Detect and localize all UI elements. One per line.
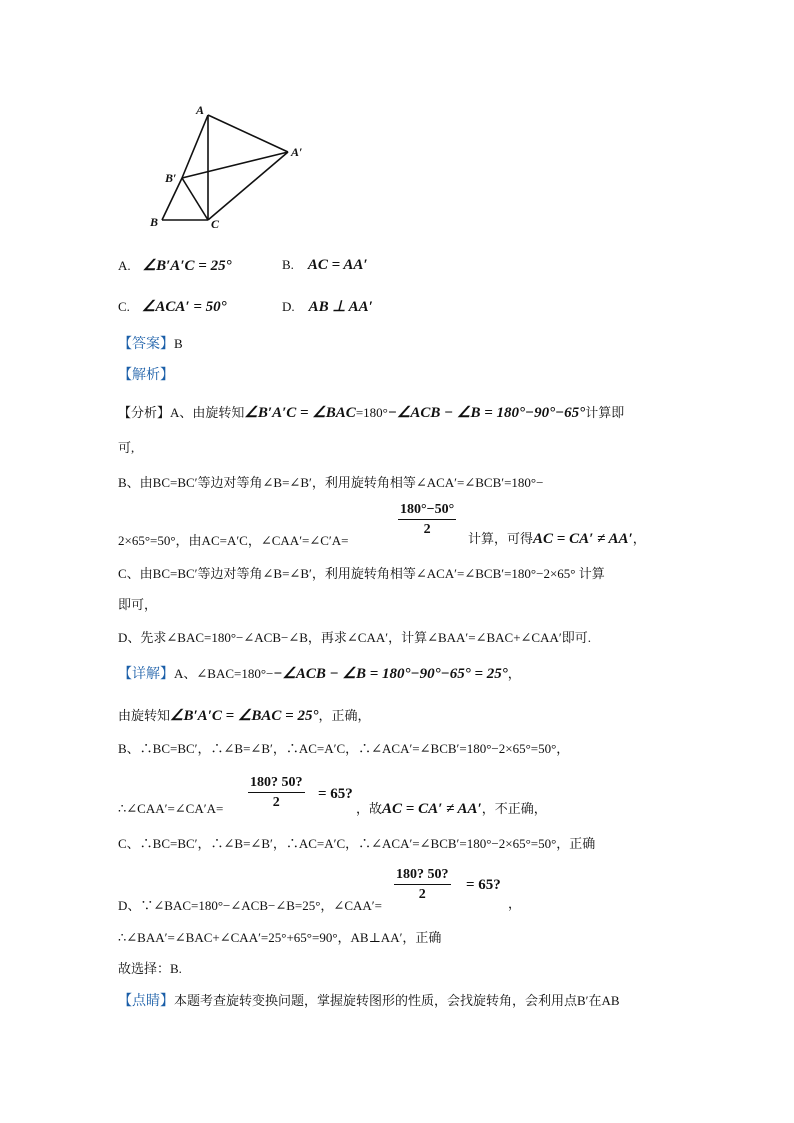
xj-fraction-b (248, 775, 305, 811)
fenxi-fraction (398, 502, 456, 538)
xj-l4-b: ，故 (356, 801, 383, 816)
fenxi-l1-math1: ∠B′A′C = ∠BAC (244, 405, 356, 421)
xj-l4-c: ，不正确， (481, 801, 547, 816)
xiangjie-line-3: B、∴BC=BC′，∴∠B=∠B′，∴AC=A′C，∴∠ACA′=∠BCB′=180°−2×65°=50°， (118, 741, 570, 756)
option-a-math: ∠B′A′C = 25° (142, 258, 232, 274)
option-d-math: AB ⊥ AA′ (308, 299, 373, 315)
fenxi-l4-b: 计算，可得 (468, 531, 534, 546)
xj-l2-math: ∠B′A′C = ∠BAC = 25° (170, 708, 319, 724)
xiangjie-line-6a: D、∵∠BAC=180°−∠ACB−∠B=25°，∠CAA′= (118, 898, 382, 913)
xj-fracb-result: = 65? (318, 786, 353, 802)
xiangjie-line-8: 故选择：B. (118, 961, 182, 976)
fenxi-line-2: 可, (118, 440, 135, 455)
xiangjie-line-2 (118, 705, 371, 725)
fenxi-line-4a: 2×65°=50°，由AC=A′C，∠CAA′=∠C′A= (118, 533, 349, 548)
option-b (282, 256, 368, 274)
xiangjie-line-1 (118, 663, 521, 683)
fenxi-l1-math2: −∠ACB − ∠B = 180°−90°−65° (387, 405, 586, 421)
option-c-math: ∠ACA′ = 50° (141, 299, 227, 315)
option-d (282, 297, 373, 316)
option-c (118, 297, 227, 316)
label-a-prime: A′ (291, 145, 303, 159)
fenxi-line-1 (118, 402, 624, 422)
xj-l4-math: AC = CA′ ≠ AA′ (382, 801, 482, 817)
label-a: A (196, 103, 205, 117)
fenxi-l1-c: 计算即 (585, 405, 625, 420)
fenxi-line-4b (468, 528, 646, 548)
xj-l1-a: A、∠BAC=180°− (174, 666, 274, 681)
fenxi-line-6: 即可， (118, 597, 158, 612)
option-c-label: C. (118, 299, 130, 314)
fenxi-line-7: D、先求∠BAC=180°−∠ACB−∠B，再求∠CAA′，计算∠BAA′=∠BAC+∠CAA′即可. (118, 630, 591, 645)
xj-l2-c: ，正确， (318, 708, 371, 723)
option-b-label: B. (282, 257, 294, 272)
fenxi-tag: 【分析】 (118, 405, 171, 420)
fenxi-frac-den: 2 (423, 522, 431, 537)
xj-fracd-result: = 65? (466, 877, 501, 893)
label-c: C (211, 217, 220, 231)
xiangjie-line-4b (356, 798, 547, 818)
answer-value: B (174, 336, 183, 351)
xiangjie-line-5: C、∴BC=BC′，∴∠B=∠B′，∴AC=A′C，∴∠ACA′=∠BCB′=180°−2×65°=50°，正确 (118, 836, 596, 851)
xiangjie-line-4a: ∴∠CAA′=∠CA′A= (118, 801, 224, 816)
xj-fracb-den: 2 (272, 795, 280, 810)
xj-l1-c: ， (507, 666, 521, 681)
dianjing-tag: 【点睛】 (118, 994, 174, 1009)
xj-l1-math: −∠ACB − ∠B = 180°−90°−65° = 25° (273, 666, 508, 682)
dianjing-line (118, 990, 620, 1010)
fenxi-frac-num: 180°−50° (398, 502, 456, 520)
xj-fraction-d (394, 867, 451, 903)
dianjing-text: 本题考查旋转变换问题，掌握旋转图形的性质，会找旋转角，会利用点B′在AB (174, 993, 620, 1008)
answer-tag: 【答案】 (118, 337, 174, 352)
analysis-tag: 【解析】 (118, 368, 174, 383)
fenxi-l4-c: ， (632, 531, 646, 546)
xiangjie-line-6c: ， (508, 896, 522, 911)
option-b-math: AC = AA′ (307, 257, 368, 273)
label-b-prime: B′ (165, 171, 177, 185)
xj-fracd-num: 180? 50? (394, 867, 451, 885)
geometry-figure (140, 100, 330, 235)
label-b: B (150, 215, 159, 229)
option-a (118, 256, 232, 275)
fenxi-line-3: B、由BC=BC′等边对等角∠B=∠B′，利用旋转角相等∠ACA′=∠BCB′=180°− (118, 475, 544, 490)
fenxi-l4-math: AC = CA′ ≠ AA′ (533, 531, 633, 547)
xj-fracb-num: 180? 50? (248, 775, 305, 793)
answer-line (118, 333, 183, 353)
xiangjie-line-7: ∴∠BAA′=∠BAC+∠CAA′=25°+65°=90°，AB⊥AA′，正确 (118, 930, 442, 945)
xj-fracd-den: 2 (418, 887, 426, 902)
xiangjie-tag: 【详解】 (118, 667, 174, 682)
option-d-label: D. (282, 299, 295, 314)
fenxi-l1-b: =180° (355, 405, 388, 420)
fenxi-line-5: C、由BC=BC′等边对等角∠B=∠B′，利用旋转角相等∠ACA′=∠BCB′=180°−2×65° 计算 (118, 566, 605, 581)
fenxi-l1-a: A、由旋转知 (170, 405, 245, 420)
segment-a-aprime (208, 115, 288, 152)
segment-bprime-c (182, 178, 208, 220)
xj-l2-a: 由旋转知 (118, 708, 171, 723)
segment-a-bprime (182, 115, 208, 178)
option-a-label: A. (118, 258, 131, 273)
